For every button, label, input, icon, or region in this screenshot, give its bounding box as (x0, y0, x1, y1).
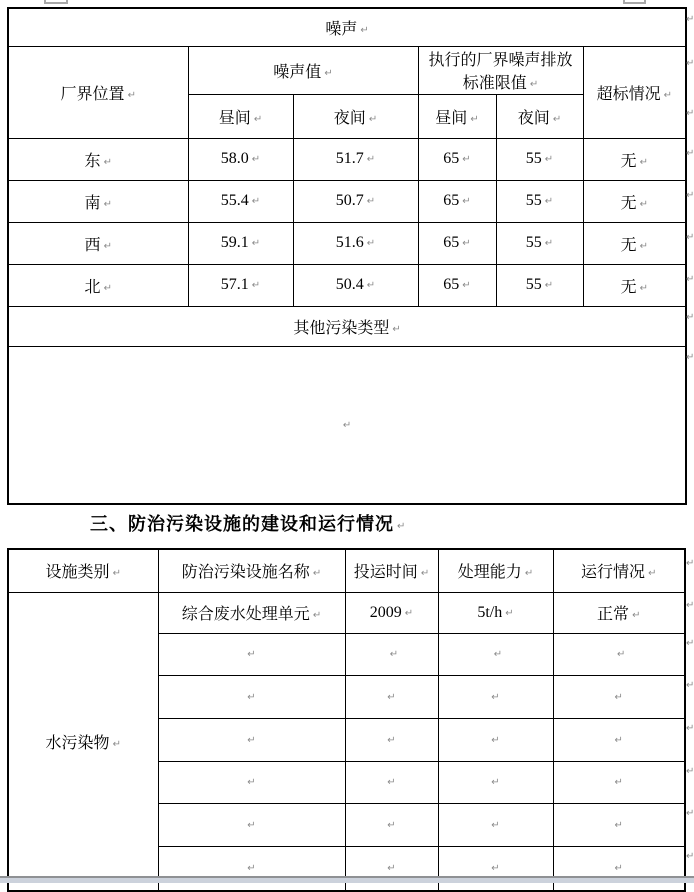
day-value: 58.0 (220, 150, 249, 167)
cell-night-value (293, 138, 418, 180)
pilcrow-mark: ↵ (617, 649, 626, 660)
empty-cell (158, 633, 345, 675)
empty-cell (438, 761, 553, 803)
row-end-pilcrow-mark: ↵ (686, 723, 694, 734)
pilcrow-mark: ↵ (493, 649, 503, 660)
pilcrow-mark: ↵ (112, 568, 121, 580)
pilcrow-mark: ↵ (324, 67, 333, 79)
pilcrow-mark: ↵ (614, 863, 623, 875)
pilcrow-mark: ↵ (253, 113, 263, 125)
night-limit-value: 55 (525, 192, 542, 209)
page-top-fragment-right (623, 0, 646, 4)
cell-position (8, 222, 188, 264)
pilcrow-mark: ↵ (491, 819, 500, 831)
pilcrow-mark: ↵ (632, 610, 641, 621)
header-day-limit-label: 昼间 (435, 109, 468, 127)
cell-day-value (188, 180, 293, 222)
pilcrow-mark: ↵ (387, 863, 396, 875)
header-facility-name (158, 549, 345, 592)
facility-data-row (8, 592, 685, 633)
operation-time-value: 2009 (369, 603, 402, 621)
row-end-pilcrow-mark: ↵ (686, 232, 694, 243)
position-value: 北 (84, 278, 101, 296)
position-value: 东 (84, 152, 101, 170)
empty-cell (553, 675, 685, 718)
empty-cell (553, 761, 685, 803)
pilcrow-mark: ↵ (462, 154, 471, 165)
pilcrow-mark: ↵ (420, 568, 430, 580)
pilcrow-mark: ↵ (103, 282, 112, 294)
noise-title-cell (8, 8, 686, 46)
pilcrow-mark: ↵ (368, 113, 378, 125)
noise-title: 噪声 (325, 20, 358, 38)
facility-name-value: 综合废水处理单元 (181, 606, 310, 623)
day-value: 59.1 (220, 234, 249, 251)
header-operation-time (345, 549, 438, 592)
pilcrow-mark: ↵ (639, 156, 648, 168)
empty-cell (438, 718, 553, 761)
operation-status-value: 正常 (597, 606, 630, 623)
cell-night-value (293, 180, 418, 222)
pilcrow-mark: ↵ (491, 691, 500, 703)
pilcrow-mark: ↵ (470, 113, 479, 125)
pilcrow-mark: ↵ (462, 238, 471, 249)
other-pollution-value-cell (8, 346, 686, 504)
pilcrow-mark: ↵ (397, 521, 407, 532)
pilcrow-mark: ↵ (387, 819, 396, 831)
pilcrow-mark: ↵ (247, 649, 256, 660)
row-end-pilcrow-mark: ↵ (686, 58, 694, 69)
pilcrow-mark: ↵ (360, 24, 369, 36)
pilcrow-mark: ↵ (103, 198, 112, 210)
header-day-value-label: 昼间 (218, 109, 251, 127)
empty-cell (438, 633, 553, 675)
exceedance-value: 无 (620, 152, 637, 170)
row-end-pilcrow-mark: ↵ (686, 558, 694, 569)
night-limit-value: 55 (525, 150, 542, 167)
noise-row-north (8, 264, 686, 306)
empty-cell (158, 761, 345, 803)
pilcrow-mark: ↵ (663, 89, 672, 101)
cell-position (8, 180, 188, 222)
pilcrow-mark: ↵ (648, 568, 657, 580)
other-pollution-label: 其他污染类型 (293, 319, 390, 337)
noise-header-row-1 (8, 46, 686, 94)
facility-table (7, 548, 686, 892)
night-value: 51.7 (335, 150, 364, 167)
pilcrow-mark: ↵ (251, 238, 261, 249)
pilcrow-mark: ↵ (491, 734, 500, 746)
row-end-pilcrow-mark: ↵ (686, 108, 694, 119)
cell-day-value (188, 222, 293, 264)
header-night-limit (496, 94, 583, 138)
empty-cell (345, 761, 438, 803)
cell-night-value (293, 222, 418, 264)
cell-capacity (438, 592, 553, 633)
empty-cell (345, 803, 438, 846)
empty-cell (438, 803, 553, 846)
exceedance-value: 无 (620, 236, 637, 254)
category-water-pollutant-label: 水污染物 (45, 734, 110, 752)
day-value: 55.4 (220, 192, 249, 209)
pilcrow-mark: ↵ (366, 280, 376, 291)
row-end-pilcrow-mark: ↵ (686, 638, 694, 649)
night-limit-value: 55 (525, 234, 542, 251)
night-limit-value: 55 (525, 276, 542, 293)
pilcrow-mark: ↵ (366, 238, 376, 249)
day-limit-value: 65 (443, 192, 460, 209)
cell-day-limit (418, 180, 496, 222)
pilcrow-mark: ↵ (614, 819, 623, 831)
cell-night-limit (496, 222, 583, 264)
empty-cell (553, 803, 685, 846)
pilcrow-mark: ↵ (247, 863, 256, 875)
cell-exceedance (583, 180, 686, 222)
section-heading-text: 三、防治污染设施的建设和运行情况 (90, 514, 394, 534)
position-value: 西 (84, 236, 101, 254)
cell-exceedance (583, 222, 686, 264)
header-noise-value (188, 46, 418, 94)
row-end-pilcrow-mark: ↵ (686, 274, 694, 285)
pilcrow-mark: ↵ (312, 610, 322, 621)
pilcrow-mark: ↵ (366, 154, 376, 165)
noise-row-west (8, 222, 686, 264)
pilcrow-mark: ↵ (505, 607, 514, 619)
pilcrow-mark: ↵ (404, 607, 414, 619)
pilcrow-mark: ↵ (247, 691, 256, 703)
row-end-pilcrow-mark: ↵ (686, 680, 694, 691)
pilcrow-mark: ↵ (639, 240, 648, 252)
pilcrow-mark: ↵ (127, 89, 136, 101)
empty-cell (553, 846, 685, 891)
day-value: 57.1 (220, 276, 249, 293)
header-capacity (438, 549, 553, 592)
empty-cell (438, 846, 553, 891)
header-night-value (293, 94, 418, 138)
pilcrow-mark: ↵ (312, 568, 322, 580)
pilcrow-mark: ↵ (387, 734, 396, 746)
empty-cell (553, 633, 685, 675)
pilcrow-mark: ↵ (366, 196, 376, 207)
row-end-pilcrow-mark: ↵ (686, 148, 694, 159)
row-end-pilcrow-mark: ↵ (686, 312, 694, 323)
pilcrow-mark: ↵ (544, 196, 554, 207)
cell-night-value (293, 264, 418, 306)
header-night-limit-label: 夜间 (517, 109, 550, 127)
exceedance-value: 无 (620, 194, 637, 212)
page-top-fragment-left (44, 0, 68, 4)
facility-header-row (8, 549, 685, 592)
header-boundary-position (8, 46, 188, 138)
pilcrow-mark: ↵ (389, 649, 399, 660)
pilcrow-mark: ↵ (544, 280, 554, 291)
header-day-value (188, 94, 293, 138)
header-facility-category-label: 设施类别 (45, 564, 110, 582)
cell-day-value (188, 264, 293, 306)
cell-facility-name (158, 592, 345, 633)
pilcrow-mark: ↵ (614, 734, 623, 746)
day-limit-value: 65 (443, 276, 460, 293)
cell-day-limit (418, 138, 496, 180)
header-capacity-label: 处理能力 (457, 564, 522, 582)
row-end-pilcrow-mark: ↵ (686, 851, 694, 862)
header-boundary-position-label: 厂界位置 (60, 85, 125, 103)
cell-day-limit (418, 222, 496, 264)
header-facility-category (8, 549, 158, 592)
row-end-pilcrow-mark: ↵ (686, 190, 694, 201)
cell-operation-status (553, 592, 685, 633)
pilcrow-mark: ↵ (552, 113, 562, 125)
empty-cell (158, 718, 345, 761)
empty-cell (345, 633, 438, 675)
position-value: 南 (84, 194, 101, 212)
noise-row-south (8, 180, 686, 222)
pilcrow-mark: ↵ (247, 734, 256, 746)
pilcrow-mark: ↵ (462, 196, 471, 207)
empty-cell (158, 846, 345, 891)
header-facility-name-label: 防治污染设施名称 (181, 564, 310, 582)
section-heading (90, 510, 406, 536)
day-limit-value: 65 (443, 150, 460, 167)
empty-cell (345, 718, 438, 761)
pilcrow-mark: ↵ (387, 691, 396, 703)
header-standard-limit (418, 46, 583, 94)
empty-cell (158, 675, 345, 718)
pilcrow-mark: ↵ (112, 738, 121, 750)
header-standard-limit-label: 执行的厂界噪声排放标准限值 (428, 52, 573, 92)
noise-title-row (8, 8, 686, 46)
capacity-value: 5t/h (477, 603, 503, 621)
pilcrow-mark: ↵ (491, 863, 500, 875)
row-end-pilcrow-mark: ↵ (686, 766, 694, 777)
row-end-pilcrow-mark: ↵ (686, 14, 694, 25)
cell-position (8, 264, 188, 306)
pilcrow-mark: ↵ (529, 79, 539, 90)
empty-cell (345, 675, 438, 718)
pilcrow-mark: ↵ (639, 282, 648, 294)
category-water-pollutant-cell (8, 592, 158, 891)
noise-row-east (8, 138, 686, 180)
pilcrow-mark: ↵ (251, 154, 261, 165)
pilcrow-mark: ↵ (103, 156, 112, 168)
row-end-pilcrow-mark: ↵ (686, 600, 694, 611)
pilcrow-mark: ↵ (544, 238, 554, 249)
cell-day-limit (418, 264, 496, 306)
exceedance-value: 无 (620, 278, 637, 296)
pilcrow-mark: ↵ (387, 777, 396, 788)
other-pollution-value-row (8, 346, 686, 504)
pilcrow-mark: ↵ (491, 777, 500, 788)
header-exceedance (583, 46, 686, 138)
other-pollution-label-cell (8, 306, 686, 346)
empty-cell (553, 718, 685, 761)
pilcrow-mark: ↵ (524, 568, 534, 580)
header-noise-value-label: 噪声值 (273, 63, 322, 81)
pilcrow-mark: ↵ (247, 819, 256, 831)
cell-exceedance (583, 264, 686, 306)
pilcrow-mark: ↵ (251, 280, 261, 291)
night-value: 51.6 (335, 234, 364, 251)
pilcrow-mark: ↵ (614, 777, 623, 788)
header-exceedance-label: 超标情况 (596, 85, 661, 103)
cell-position (8, 138, 188, 180)
other-pollution-row (8, 306, 686, 346)
night-value: 50.4 (335, 276, 364, 293)
cell-day-value (188, 138, 293, 180)
pilcrow-mark: ↵ (392, 323, 401, 335)
pilcrow-mark: ↵ (639, 198, 648, 210)
pilcrow-mark: ↵ (614, 691, 623, 703)
cell-night-limit (496, 180, 583, 222)
pilcrow-mark: ↵ (544, 154, 554, 165)
horizontal-scrollbar[interactable] (0, 876, 694, 883)
header-operation-status-label: 运行情况 (581, 564, 646, 582)
header-night-value-label: 夜间 (333, 109, 366, 127)
pilcrow-mark: ↵ (251, 196, 261, 207)
pilcrow-mark: ↵ (247, 777, 256, 788)
pilcrow-mark: ↵ (342, 419, 352, 431)
empty-cell (345, 846, 438, 891)
row-end-pilcrow-mark: ↵ (686, 352, 694, 363)
empty-cell (158, 803, 345, 846)
noise-table (7, 7, 687, 505)
cell-operation-time (345, 592, 438, 633)
pilcrow-mark: ↵ (462, 280, 471, 291)
cell-night-limit (496, 264, 583, 306)
empty-cell (438, 675, 553, 718)
row-end-pilcrow-mark: ↵ (686, 808, 694, 819)
day-limit-value: 65 (443, 234, 460, 251)
cell-night-limit (496, 138, 583, 180)
pilcrow-mark: ↵ (103, 240, 112, 252)
header-day-limit (418, 94, 496, 138)
header-operation-status (553, 549, 685, 592)
cell-exceedance (583, 138, 686, 180)
header-operation-time-label: 投运时间 (353, 564, 418, 582)
night-value: 50.7 (335, 192, 364, 209)
